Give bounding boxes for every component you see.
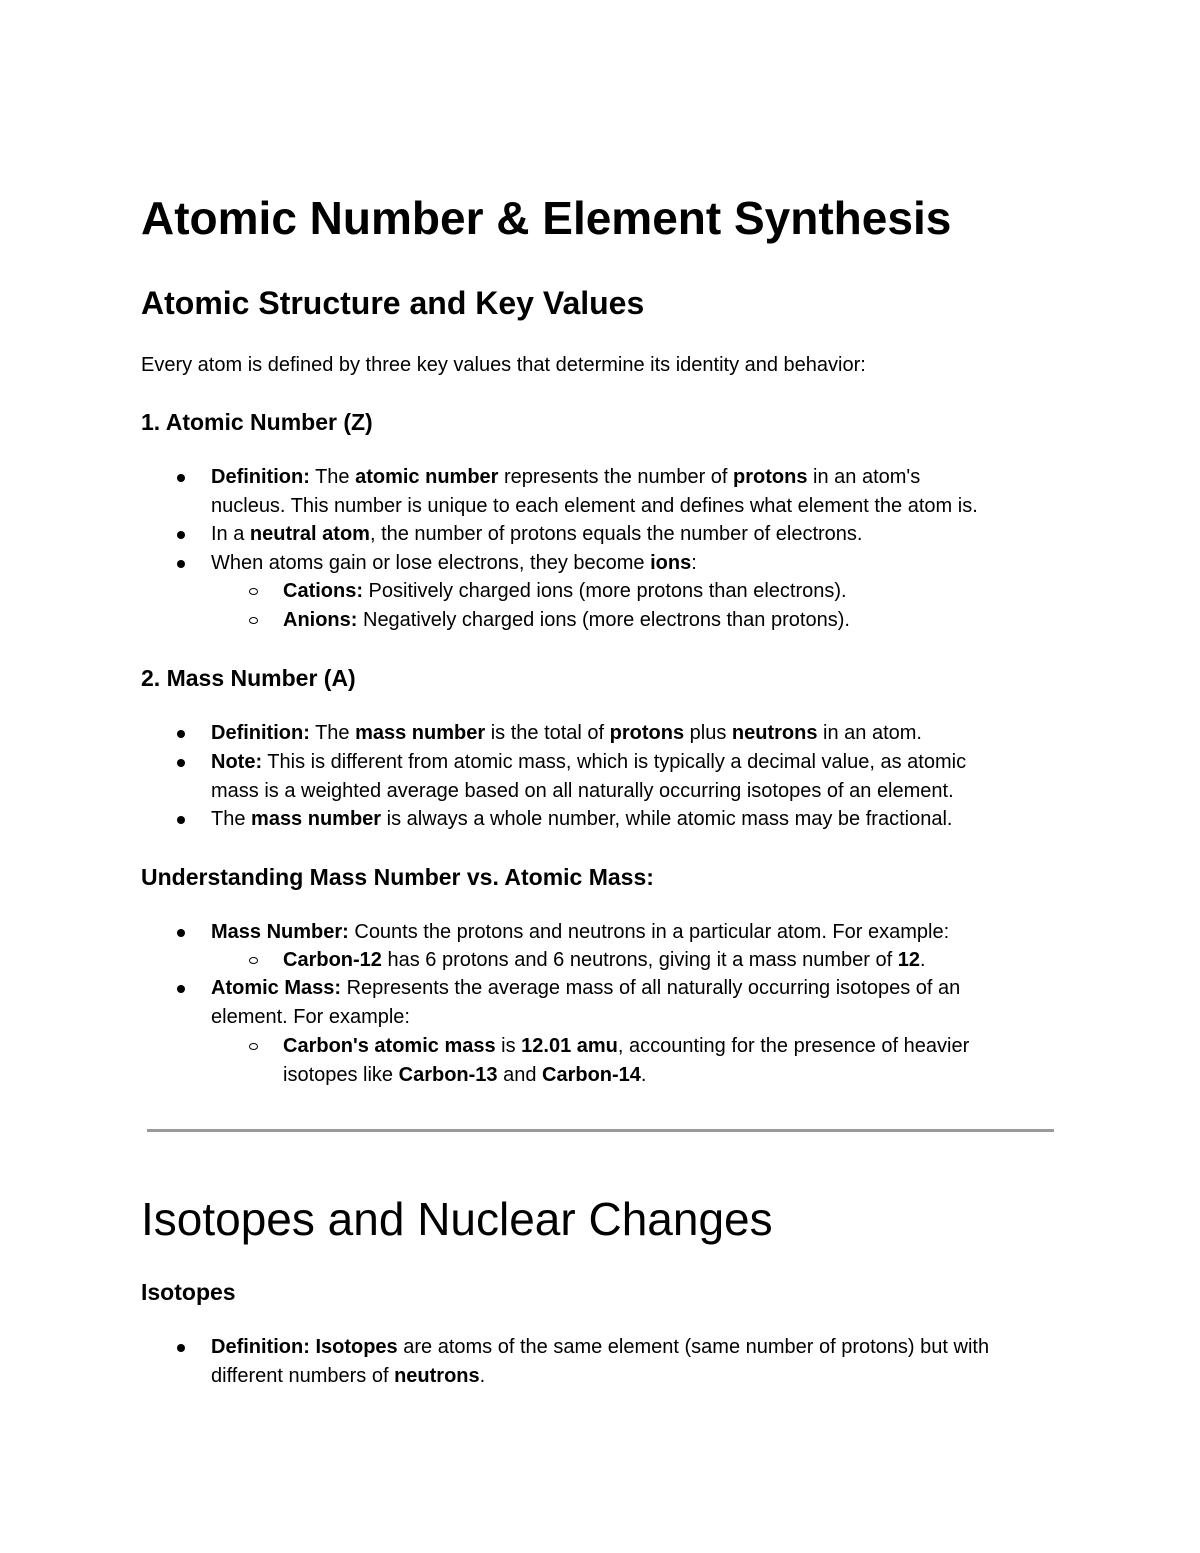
document-page: Atomic Number & Element Synthesis Atomic Structure and Key Values Every atom is defined by three key values that determine its identity and behavior: 1. Atomic Number (Z) Definition: The atomic number represents the number of protons in an atom's nucleus. This number is unique to each element and defines what element the atom is. In a neutral atom, the number of protons equals the number of electrons. When atoms gain or lose electrons, they become ions: Cations: Positively charged ions (more protons than electrons). Anions: Negatively charged ions (more electrons than protons). 2. Mass Number (A) Definition: The mass number is the total of protons plus neutrons in an atom. Note: This is different from atomic mass, which is typically a decimal value, as atomic mass is a weighted average based on all naturally occurring isotopes of an element. The mass number is always a whole number, while atomic mass may be fractional. Understanding Mass Number vs. Atomic Mass: Mass Number: Counts the protons and neutrons in a particular atom. For example: Carbon-12 has 6 protons and 6 neutrons, giving it a mass number of 12. Atomic Mass: Represents the average mass of all naturally occurring isotopes of an element. For example: Carbon's atomic mass is 12.01 amu, accounting for the presence of heavier isotopes like Carbon-13 and Carbon-14. Isotopes and Nuclear Changes Isotopes Definition: Isotopes are atoms of the same element (same number of protons) but with different numbers of neutrons.: [0, 0, 1200, 1553]
subheading-atomic-number: 1. Atomic Number (Z): [141, 409, 373, 435]
sub-bullet-icon: [249, 957, 258, 964]
subheading-isotopes: Isotopes: [141, 1279, 236, 1305]
bullet-icon: [177, 929, 185, 937]
document-title: Atomic Number & Element Synthesis: [141, 192, 952, 244]
sub-bullet-icon: [249, 1043, 258, 1050]
bullet-icon: [177, 560, 185, 568]
bullet-icon: [177, 531, 185, 539]
subheading-mass-number: 2. Mass Number (A): [141, 665, 356, 691]
section-title-isotopes: Isotopes and Nuclear Changes: [141, 1193, 773, 1245]
section-heading-atomic-structure: Atomic Structure and Key Values: [141, 285, 645, 321]
subheading-understanding: Understanding Mass Number vs. Atomic Mass:: [141, 864, 654, 890]
bullet-icon: [177, 759, 185, 767]
bullet-icon: [177, 985, 185, 993]
sub-bullet-icon: [249, 588, 258, 595]
sub-bullet-icon: [249, 617, 258, 624]
bullet-icon: [177, 1344, 185, 1352]
intro-paragraph: Every atom is defined by three key values that determine its identity and behavior:: [141, 354, 866, 376]
bullet-icon: [177, 730, 185, 738]
horizontal-divider: [147, 1129, 1054, 1132]
bullet-icon: [177, 816, 185, 824]
bullet-icon: [177, 474, 185, 482]
